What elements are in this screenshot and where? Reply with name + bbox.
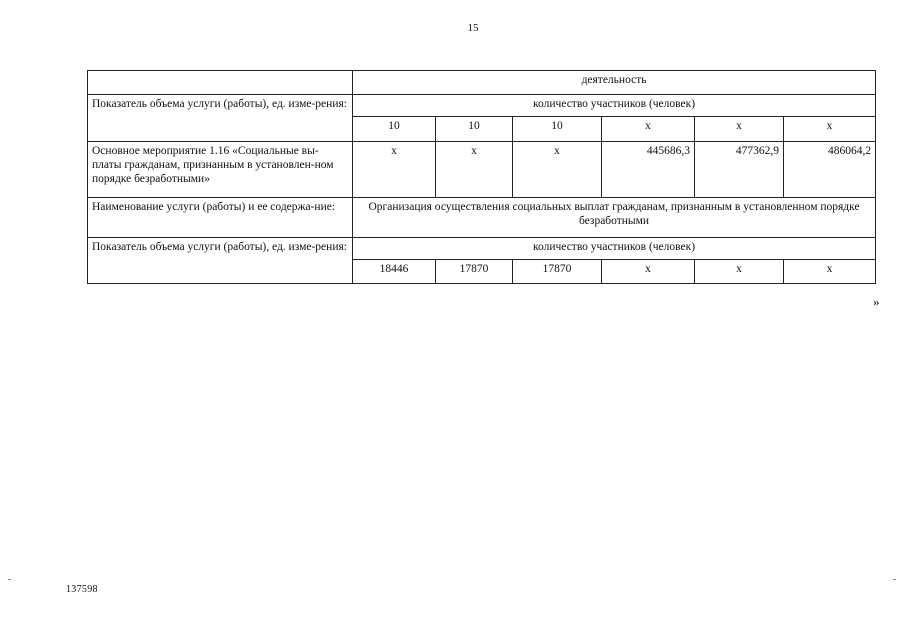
volume-value-cell: 17870 (436, 260, 513, 284)
volume-value-cell: х (602, 260, 695, 284)
volume-value-cell: 10 (353, 117, 436, 142)
closing-quote-mark: » (873, 294, 880, 309)
volume-value-cell: х (784, 260, 876, 284)
row-main-measure (88, 142, 876, 198)
row-service-name (88, 198, 876, 238)
volume-value-cell: х (784, 117, 876, 142)
measure-value-cell: х (353, 142, 436, 198)
volume-value-cell: 10 (436, 117, 513, 142)
volume-unit-cell-1: количество участников (человек) (353, 95, 876, 117)
volume-indicator-label-2: Показатель объема услуги (работы), ед. изме-рения: (88, 238, 353, 284)
program-table (87, 70, 876, 284)
service-name-label: Наименование услуги (работы) и ее содержа-ние: (88, 198, 353, 238)
measure-value-cell: х (513, 142, 602, 198)
measure-value-cell: х (436, 142, 513, 198)
volume-value-cell: 17870 (513, 260, 602, 284)
page-number: 15 (467, 22, 479, 34)
measure-value-cell: 477362,9 (695, 142, 784, 198)
volume-unit-cell-2: количество участников (человек) (353, 238, 876, 260)
scan-edge-mark (8, 579, 11, 580)
service-name-value: Организация осуществления социальных выплат гражданам, признанным в установленном порядке безработными (353, 198, 876, 238)
activity-value-cell: деятельность (353, 71, 876, 95)
volume-indicator-label-1: Показатель объема услуги (работы), ед. изме-рения: (88, 95, 353, 142)
volume-value-cell: х (695, 260, 784, 284)
measure-value-cell: 445686,3 (602, 142, 695, 198)
main-measure-label: Основное мероприятие 1.16 «Социальные вы-платы гражданам, признанным в установлен-ном порядке безработными» (88, 142, 353, 198)
document-id: 137598 (66, 584, 98, 595)
measure-value-cell: 486064,2 (784, 142, 876, 198)
volume-value-cell: х (695, 117, 784, 142)
activity-label-cell (88, 71, 353, 95)
row-volume-indicator-1 (88, 95, 876, 117)
row-volume-indicator-2 (88, 238, 876, 260)
scan-edge-mark (893, 579, 896, 580)
volume-value-cell: 18446 (353, 260, 436, 284)
volume-value-cell: х (602, 117, 695, 142)
row-activity (88, 71, 876, 95)
volume-value-cell: 10 (513, 117, 602, 142)
